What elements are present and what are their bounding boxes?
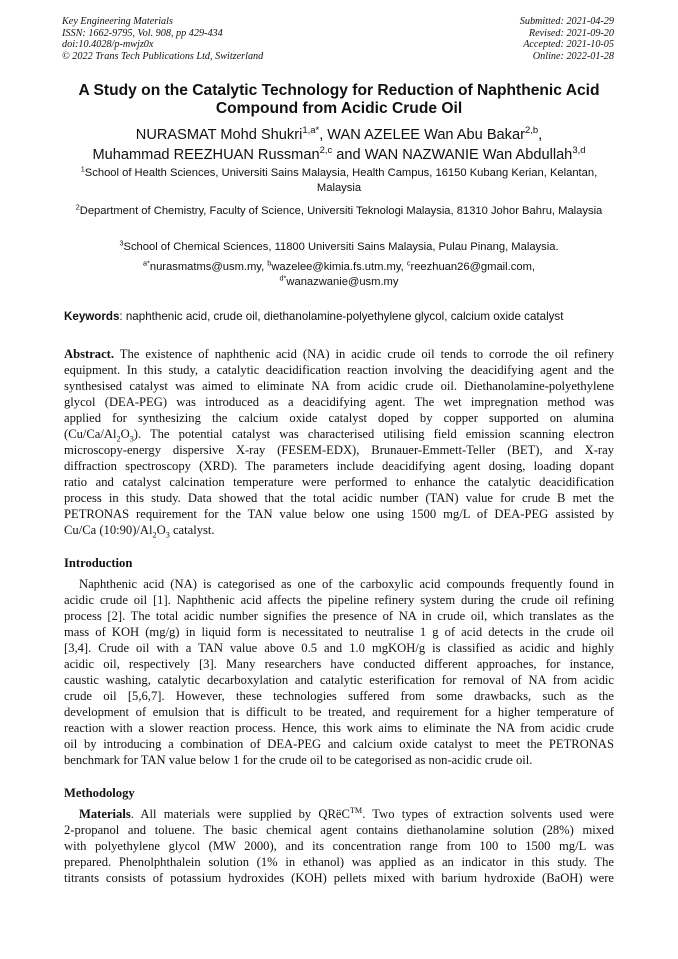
intro-line: oil by introducing a combination of DEA-PEG and calcium oxide catalyst to meet the PETRONAS [64,737,614,751]
intro-line: [3,4]. Crude oil with a TAN value above 0.5 and 1.0 mgKOH/g is classified as acidic and highly [64,641,614,655]
paper-title [55,82,623,118]
abstract-line: process in this study. Data showed that the total acidic number (TAN) value for crude B met the [64,491,614,505]
online-date: Online: 2022-01-28 [532,50,614,62]
abstract-line [64,346,614,362]
intro-line: benchmark for TAN value below 1 for the crude oil to be categorised as non-acidic crude oil. [64,753,533,767]
affiliation-number: 3 [119,238,124,248]
abstract-line: PETRONAS requirement for the TAN value below one using 1500 mg/L of DEA-PEG assisted by [64,507,614,521]
methodology-text: . All materials were supplied by QRëC [130,807,350,821]
abstract-line: applied for synthesizing the calcium oxide catalyst doped by copper supported on alumina [64,411,614,425]
abstract-text: O [156,523,166,537]
affiliation-2 [60,204,618,219]
intro-line: caustic washing, catalytic decarboxylation and catalytic esterification for removal of NA from acidic [64,673,614,687]
abstract-text: ). The potential catalyst was characterised utilising field emission scanning electron [133,427,614,441]
email-mark: c [406,258,411,268]
author-name: , WAN AZELEE Wan Abu Bakar [319,127,525,143]
abstract-label: Abstract. [64,347,115,361]
revised-date: Revised: 2021-09-20 [528,27,614,39]
intro-line: development of emulsion that is difficult to be treated, and requirement for a higher temperature of [64,705,614,719]
author-affiliation-mark: 2,b [524,125,539,137]
email-link[interactable]: nurasmatms@usm.my, [149,261,268,273]
abstract-line [64,426,614,442]
abstract-text: (Cu/Ca/Al [64,427,117,441]
methodology-heading: Methodology [64,786,135,800]
intro-line: reaction with a slower reaction process. Hence, this work aims to eliminate the NA from acidic crude [64,721,614,735]
intro-line: acidic crude oil [1]. Naphthenic acid affects the pipeline refinery system during the crude oil refining [64,593,614,607]
introduction-heading: Introduction [64,556,133,570]
affiliation-text: School of Health Sciences, Universiti Sains Malaysia, Health Campus, 16150 Kubang Kerian, Kelantan, Malaysia [84,167,598,195]
affiliation-number: 1 [80,164,85,174]
author-list [40,125,638,165]
keywords [64,310,624,324]
email-mark: a* [142,258,150,268]
affiliation-text: Department of Chemistry, Faculty of Science, Universiti Teknologi Malaysia, 81310 Johor Bahru, Malaysia [79,205,603,217]
keywords-text: : naphthenic acid, crude oil, diethanolamine-polyethylene glycol, calcium oxide catalyst [119,310,564,323]
methodology-line: 2-propanol and toluene. The basic chemical agent contains diethanolamine solution (28%) mixed [64,823,614,837]
affiliation-number: 2 [75,202,80,212]
accepted-date: Accepted: 2021-10-05 [523,39,614,51]
keywords-label: Keywords [64,310,120,323]
author-separator: , [538,127,543,143]
email-mark: d* [279,273,287,283]
intro-line: acidic oil, respectively [3]. Many researchers have conducted different approaches, for instance, [64,657,614,671]
publication-dates [520,16,614,62]
title-line: Compound from Acidic Crude Oil [215,100,463,117]
subscript: 2 [152,530,157,540]
abstract-line: synthesised catalyst was aimed to eliminate NA from acidic crude oil. Diethanolamine-polyethylene [64,379,614,393]
journal-info [62,16,263,62]
methodology-text: . Two types of extraction solvents used were [362,807,614,821]
affiliation-3 [60,240,618,255]
methodology-line [79,806,614,822]
email-mark: b [267,258,272,268]
methodology-line: prepared. Phenolphthalein solution (1% in ethanol) was applied as an indicator in this study. The [64,855,614,869]
author-line [40,145,638,165]
affiliation-1 [60,166,618,196]
email-link[interactable]: wanazwanie@usm.my [286,276,399,289]
intro-line: mass of KOH (mg/g) in liquid form is necessitated to neutralise 1 g of acid detects in the crude oil [64,625,614,639]
abstract-line: glycol (DEA-PEG) was introduced as a deacidifying agent. The wet impregnation method was [64,395,614,409]
abstract-text: The existence of naphthenic acid (NA) in acidic crude oil tends to corrode the oil refinery [114,347,614,361]
intro-line: process [2]. The total acidic number signifies the presence of NA in crude oil, which translates as the [64,609,614,623]
author-affiliation-mark: 2,c [319,145,333,157]
doi-line: doi:10.4028/p-mwjz0x [62,39,154,51]
author-line [40,125,638,145]
abstract-line: ratio and catalyst calcination temperature were performed to enhance the catalytic deacidification [64,475,614,489]
author-affiliation-mark: 3,d [572,145,586,157]
email-link[interactable]: wazelee@kimia.fs.utm.my, [271,261,407,273]
abstract-line: microscopy-energy dispersive X-ray (FESEM-EDX), Brunauer-Emmett-Teller (BET), and X-ray [64,443,614,457]
methodology-line: with polyethylene glycol (MW 2000), and its concentration range from 100 to 1500 mg/L was [64,839,614,853]
subscript: 3 [129,434,134,444]
copyright-line: © 2022 Trans Tech Publications Ltd, Switzerland [62,50,264,62]
author-name: Muhammad REEZHUAN Russman [92,147,320,163]
abstract-line: equipment. In this study, a catalytic deacidification reaction involving the deacidifying agent and the [64,363,614,377]
subscript: 2 [116,434,121,444]
abstract-text: catalyst. [169,523,215,537]
abstract-line [64,522,614,538]
title-line: A Study on the Catalytic Technology for Reduction of Naphthenic Acid [78,82,600,99]
author-name: NURASMAT Mohd Shukri [135,127,303,143]
author-name: and WAN NAZWANIE Wan Abdullah [332,147,573,163]
author-affiliation-mark: 1,a* [302,125,320,137]
abstract-line: diffraction spectroscopy (XRD). The parameters include deacidifying agent dosing, loading dopant [64,459,614,473]
trademark-mark: TM [349,805,363,815]
methodology-line: titrants consists of potassium hydroxides (KOH) pellets mixed with barium hydroxide (BaOH) were [64,871,614,885]
affiliation-text: School of Chemical Sciences, 11800 Universiti Sains Malaysia, Pulau Pinang, Malaysia. [123,241,559,253]
subscript: 3 [165,530,170,540]
issn-line: ISSN: 1662-9795, Vol. 908, pp 429-434 [62,27,223,39]
abstract-text: Cu/Ca (10:90)/Al [64,523,153,537]
journal-name: Key Engineering Materials [62,16,173,27]
author-emails [60,260,618,290]
intro-line: Naphthenic acid (NA) is categorised as one of the carboxylic acid compounds frequently found in [79,577,614,591]
intro-line: crude oil [5,6,7]. However, these technologies suffered from some drawbacks, such as the [64,689,614,703]
email-link[interactable]: reezhuan26@gmail.com, [410,261,536,273]
submitted-date: Submitted: 2021-04-29 [519,16,614,27]
abstract-text: O [120,427,130,441]
materials-label: Materials [79,807,131,821]
